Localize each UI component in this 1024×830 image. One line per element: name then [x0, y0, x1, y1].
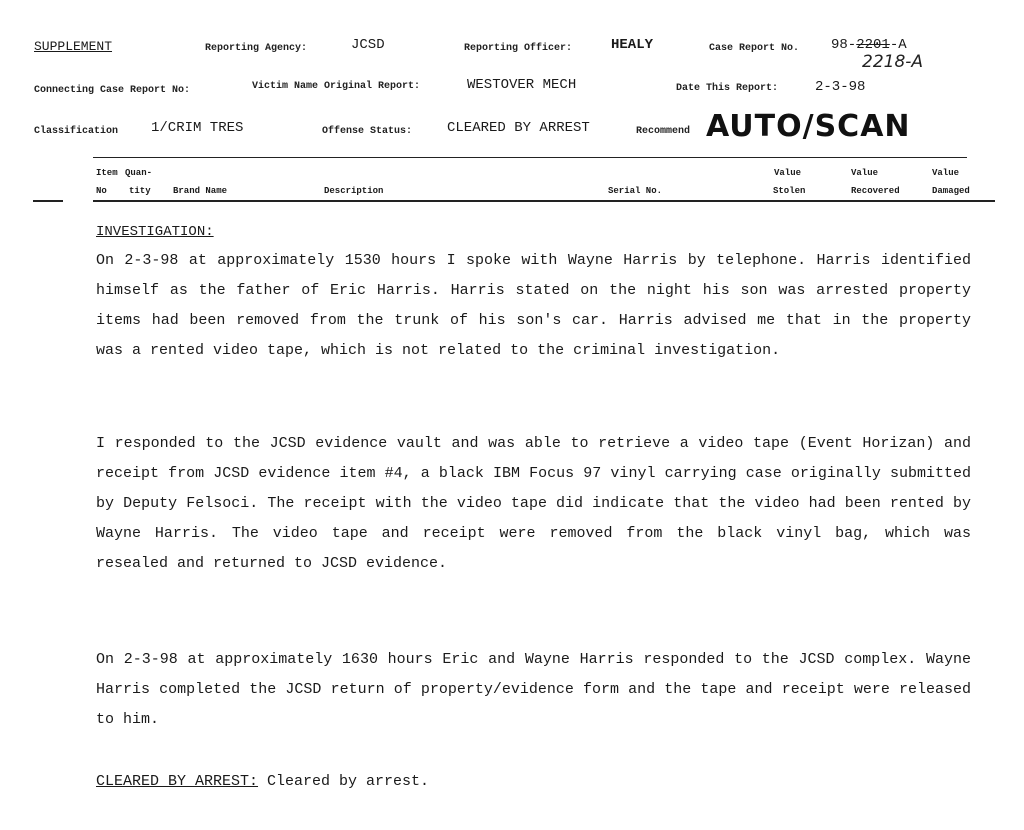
reporting-agency-label: Reporting Agency:: [205, 43, 308, 54]
col-value-stolen-bottom: Stolen: [773, 186, 806, 196]
cleared-by-arrest-label: CLEARED BY ARREST:: [96, 773, 259, 790]
col-value-stolen-top: Value: [774, 168, 802, 178]
victim-name-value: WESTOVER MECH: [467, 77, 577, 93]
case-report-no-handwritten: 2218-A: [862, 52, 924, 72]
col-serial-no: Serial No.: [608, 186, 663, 196]
narrative-paragraph-2: I responded to the JCSD evidence vault and was able to retrieve a video tape (Event Horizan) and receipt from JCSD evidence item #4, a black IBM Focus 97 vinyl carrying case originally submitted by Deputy Felsoci. The receipt with the video tape did indicate that the video had been rented by Wayne Harris. The video tape and receipt were removed from the black vinyl bag, which was resealed and returned to JCSD evidence.: [96, 435, 971, 572]
table-bottom-rule: [93, 200, 995, 202]
col-quantity-bottom: tity: [129, 186, 151, 196]
col-value-recovered-top: Value: [851, 168, 879, 178]
cleared-by-arrest-text: Cleared by arrest.: [258, 773, 430, 790]
connecting-case-label: Connecting Case Report No:: [34, 85, 191, 96]
reporting-officer-label: Reporting Officer:: [464, 43, 573, 54]
col-item-no-top: Item: [96, 168, 118, 178]
narrative-paragraph-1: On 2-3-98 at approximately 1530 hours I spoke with Wayne Harris by telephone. Harris identified himself as the father of Eric Harris. Harris stated on the night his son was arrested property items had been removed from the trunk of his son's car. Harris advised me that in the property was a rented video tape, which is not related to the criminal investigation.: [96, 252, 971, 359]
table-left-tick: [33, 200, 63, 202]
col-brand-name: Brand Name: [173, 186, 228, 196]
recommend-label: Recommend: [636, 126, 691, 137]
case-report-no-suffix: -A: [889, 37, 907, 53]
classification-label: Classification: [34, 126, 119, 137]
col-description: Description: [324, 186, 384, 196]
auto-scan-stamp: AUTO/SCAN: [706, 109, 911, 144]
case-report-no-label: Case Report No.: [709, 43, 800, 54]
col-value-recovered-bottom: Recovered: [851, 186, 900, 196]
reporting-officer-value: HEALY: [611, 37, 654, 53]
classification-value: 1/CRIM TRES: [151, 120, 244, 136]
col-quantity-top: Quan-: [125, 168, 153, 178]
supplement-heading: SUPPLEMENT: [34, 39, 113, 54]
table-top-rule: [93, 157, 967, 158]
case-report-no-struck: 2201: [856, 37, 890, 53]
closing-line: [96, 767, 429, 797]
col-value-damaged-top: Value: [932, 168, 960, 178]
col-item-no-bottom: No: [96, 186, 107, 196]
case-report-no-value: [831, 37, 907, 53]
offense-status-value: CLEARED BY ARREST: [447, 120, 590, 136]
reporting-agency-value: JCSD: [351, 37, 385, 53]
victim-name-label: Victim Name Original Report:: [252, 81, 421, 92]
date-this-report-value: 2-3-98: [815, 79, 866, 95]
col-value-damaged-bottom: Damaged: [932, 186, 970, 196]
investigation-heading: INVESTIGATION:: [96, 224, 214, 240]
offense-status-label: Offense Status:: [322, 126, 413, 137]
narrative-paragraph-3: On 2-3-98 at approximately 1630 hours Eric and Wayne Harris responded to the JCSD complex. Wayne Harris completed the JCSD return of property/evidence form and the tape and receipt were released to him.: [96, 651, 971, 728]
date-this-report-label: Date This Report:: [676, 83, 779, 94]
case-report-no-prefix: 98-: [831, 37, 857, 53]
